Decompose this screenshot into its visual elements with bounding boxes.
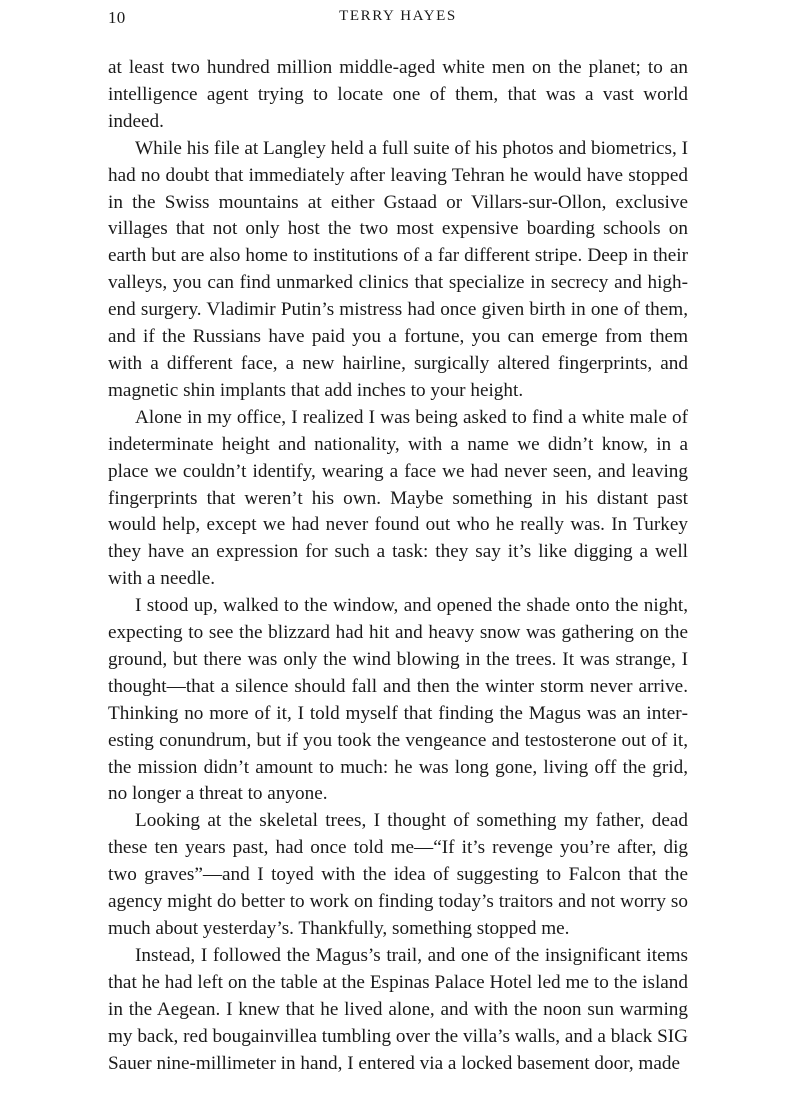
page-number: 10 xyxy=(108,8,126,27)
body-text xyxy=(108,55,688,1077)
header-author: TERRY HAYES xyxy=(339,8,457,24)
paragraph: Looking at the skeletal trees, I thought of something my father, dead these ten years past, had once told me—“If it’s revenge you’re after, dig two graves”—and I toyed with the idea of suggesting to Falcon that the agency might do better to work on finding today’s traitors and not worry so much about yesterday’s. Thankfully, something stopped me. xyxy=(108,810,688,939)
paragraph-continued: at least two hundred million middle-aged white men on the planet; to an intelligence agent trying to locate one of them, that was a vast world indeed. xyxy=(108,57,688,132)
paragraph: Instead, I followed the Magus’s trail, and one of the insignificant items that he had left on the table at the Espinas Palace Hotel led me to the island in the Aegean. I knew that he lived alone, and with the noon sun warming my back, red bougainvillea tumbling over the villa’s walls, and a black SIG Sauer nine-millimeter in hand, I entered via a locked basement door, made xyxy=(108,944,688,1074)
paragraph: I stood up, walked to the window, and opened the shade onto the night, expecting to see the blizzard had hit and heavy snow was gathering on the ground, but there was only the wind blowing in the trees. It was strange, I thought—that a silence should fall and then the winter storm never arrive. Thinking no more of it, I told myself that finding the Magus was an interesting conundrum, but if you took the vengeance and testosterone out of it, the mission didn’t amount to much: he was long gone, living off the grid, no longer a threat to anyone. xyxy=(108,595,688,805)
paragraph: Alone in my office, I realized I was being asked to find a white male of indeterminate height and nationality, with a name we didn’t know, in a place we couldn’t identify, wearing a face we had never seen, and leaving fingerprints that weren’t his own. Maybe something in his distant past would help, except we had never found out who he really was. In Turkey they have an expression for such a task: they say it’s like digging a well with a needle. xyxy=(108,406,688,590)
paragraph: While his file at Langley held a full suite of his photos and biometrics, I had no doubt that immediately after leaving Tehran he would have stopped in the Swiss mountains at either Gstaad or Villars-sur-Ollon, exclusive villages that not only host the two most expensive boarding schools on earth but are also home to institutions of a far different stripe. Deep in their valleys, you can find unmarked clinics that specialize in secrecy and high-end surgery. Vladimir Putin’s mistress had once given birth in one of them, and if the Russians have paid you a fortune, you can emerge from them with a different face, a new hairline, surgically altered fingerprints, and magnetic shin implants that add inches to your height. xyxy=(108,137,688,401)
running-head xyxy=(108,8,688,28)
